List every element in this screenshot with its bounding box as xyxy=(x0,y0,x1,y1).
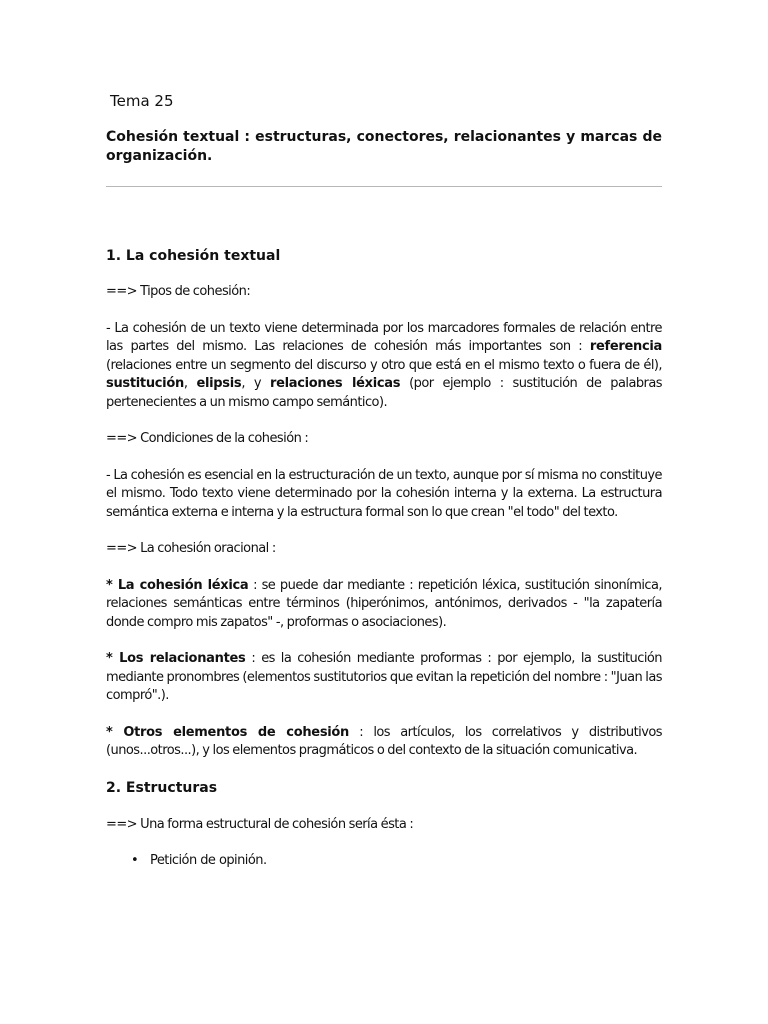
relacionantes-paragraph xyxy=(106,650,662,706)
term-otros-elementos: * Otros elementos de cohesión xyxy=(106,724,349,740)
document-page xyxy=(106,92,662,871)
cohesion-oracional-label: ==> La cohesión oracional : xyxy=(106,541,276,556)
term-relaciones-lexicas: relaciones léxicas xyxy=(269,376,401,391)
term-elipsis: elipsis xyxy=(196,376,242,391)
tipos-cohesion-label: ==> Tipos de cohesión: xyxy=(106,284,251,299)
term-relacionantes: * Los relacionantes xyxy=(106,651,246,666)
paragraph-text: (por ejemplo : sustitución de palabras pertenecientes a un mismo campo semántico). xyxy=(106,376,662,410)
tipos-cohesion-paragraph xyxy=(106,320,662,413)
paragraph-text: : los artículos, los correlativos y distributivos (unos...otros...), y los elementos pragmáticos o del contexto de la situación comunicativa. xyxy=(106,724,662,758)
otros-elementos-paragraph xyxy=(106,724,662,761)
estructuras-list xyxy=(106,852,662,871)
condiciones-cohesion-paragraph: - La cohesión es esencial en la estructuración de un texto, aunque por sí misma no constituye el mismo. Todo texto viene determinado por la cohesión interna y la externa. La estructura semántica externa e interna y la estructura formal son lo que crean "el todo" del texto. xyxy=(106,467,662,520)
paragraph-text: (relaciones entre un segmento del discurso y otro que está en el mismo texto o fuera de él), xyxy=(106,357,662,373)
list-item xyxy=(131,852,662,871)
paragraph-text: : es la cohesión mediante proformas : por ejemplo, la sustitución mediante pronombres (elementos sustitutorios que evitan la repetición del nombre : "Juan las compró".). xyxy=(106,651,662,703)
topic-number: Tema 25 xyxy=(110,92,174,110)
horizontal-divider xyxy=(106,186,662,187)
separator-text: , y xyxy=(241,376,270,391)
document-title: Cohesión textual : estructuras, conectores, relacionantes y marcas de organización. xyxy=(106,129,662,164)
paragraph-text: - La cohesión de un texto viene determinada por los marcadores formales de relación entre las partes del mismo. Las relaciones de cohesión más importantes son : xyxy=(106,320,662,354)
paragraph-text: : se puede dar mediante : repetición léxica, sustitución sinonímica, relaciones semánticas entre términos (hiperónimos, antónimos, derivados - "la zapatería donde compro mis zapatos" -, proformas o asociaciones). xyxy=(106,577,662,630)
condiciones-cohesion-label: ==> Condiciones de la cohesión : xyxy=(106,431,309,446)
section-heading-cohesion-textual: 1. La cohesión textual xyxy=(106,248,281,264)
term-cohesion-lexica: * La cohesión léxica xyxy=(106,577,249,593)
bullet-icon: • xyxy=(131,853,139,868)
section-heading-estructuras: 2. Estructuras xyxy=(106,779,218,796)
estructuras-intro: ==> Una forma estructural de cohesión sería ésta : xyxy=(106,816,414,832)
term-referencia: referencia xyxy=(589,339,662,354)
cohesion-lexica-paragraph xyxy=(106,577,662,633)
term-sustitucion: sustitución xyxy=(106,376,184,391)
separator-text: , xyxy=(183,376,197,391)
list-item-text: Petición de opinión. xyxy=(150,853,267,868)
